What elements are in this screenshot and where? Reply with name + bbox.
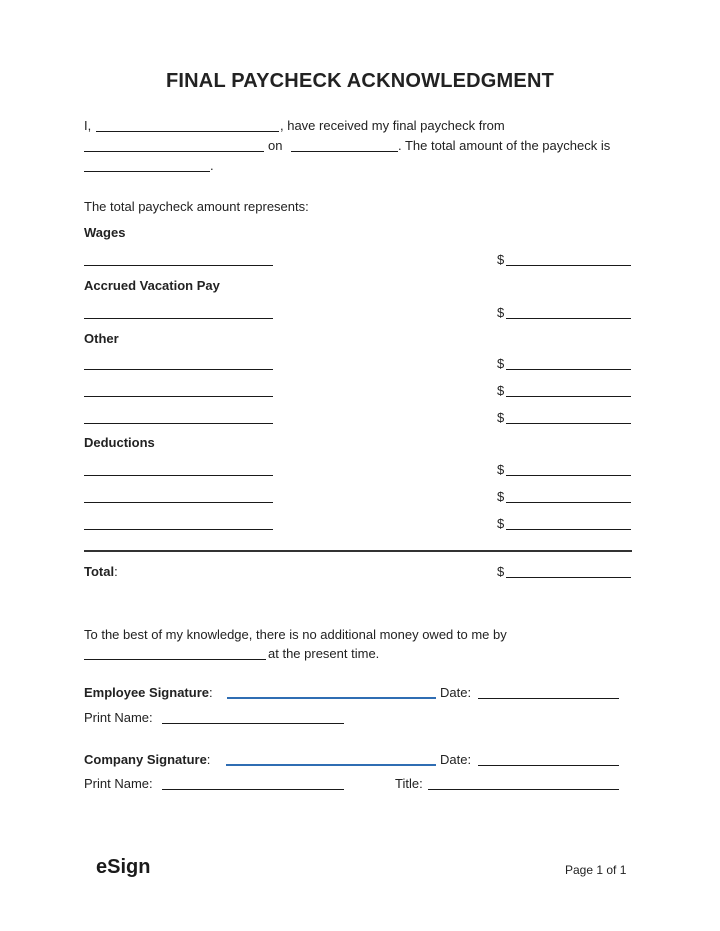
page-number: Page 1 of 1 xyxy=(565,863,627,877)
dollar-sign: $ xyxy=(497,356,505,371)
other-description-field-1[interactable] xyxy=(84,369,273,370)
other-amount-field-2[interactable] xyxy=(506,396,631,397)
intro-received-text: , have received my final paycheck from xyxy=(280,118,505,133)
intro-on-label: on xyxy=(268,138,283,153)
employee-date-field[interactable] xyxy=(478,698,619,699)
paycheck-date-blank[interactable] xyxy=(291,151,398,152)
total-label-colon: : xyxy=(114,564,118,579)
dollar-sign: $ xyxy=(497,516,505,531)
employer-name-blank[interactable] xyxy=(84,151,264,152)
employee-print-name-field[interactable] xyxy=(162,723,344,724)
deduction-description-field-3[interactable] xyxy=(84,529,273,530)
deduction-amount-field-3[interactable] xyxy=(506,529,631,530)
employee-signature-colon: : xyxy=(208,685,213,700)
total-divider xyxy=(84,550,632,552)
knowledge-line2: at the present time. xyxy=(268,646,380,661)
employee-signature-label xyxy=(84,685,213,700)
employee-print-name-label: Print Name: xyxy=(84,710,153,725)
employee-name-blank[interactable] xyxy=(96,131,279,132)
total-label xyxy=(84,564,118,579)
knowledge-line1: To the best of my knowledge, there is no additional money owed to me by xyxy=(84,627,507,642)
total-amount-field[interactable] xyxy=(506,577,631,578)
employee-signature-field[interactable] xyxy=(227,697,436,699)
deduction-amount-field-2[interactable] xyxy=(506,502,631,503)
total-label-text: Total xyxy=(84,564,115,579)
dollar-sign: $ xyxy=(497,564,505,579)
section-vacation-label: Accrued Vacation Pay xyxy=(84,278,220,293)
paycheck-amount-blank[interactable] xyxy=(84,171,210,172)
section-deductions-label: Deductions xyxy=(84,435,155,450)
deduction-description-field-1[interactable] xyxy=(84,475,273,476)
company-title-label: Title: xyxy=(395,776,423,791)
vacation-amount-field[interactable] xyxy=(506,318,631,319)
dollar-sign: $ xyxy=(497,410,505,425)
company-title-field[interactable] xyxy=(428,789,619,790)
company-signature-label xyxy=(84,752,210,767)
intro-end-period: . xyxy=(210,158,214,173)
other-description-field-2[interactable] xyxy=(84,396,273,397)
intro-total-text: . The total amount of the paycheck is xyxy=(398,138,611,153)
dollar-sign: $ xyxy=(497,489,505,504)
company-owed-blank[interactable] xyxy=(84,659,266,660)
company-date-field[interactable] xyxy=(478,765,619,766)
represents-text: The total paycheck amount represents: xyxy=(84,199,309,214)
wages-description-field[interactable] xyxy=(84,265,273,266)
dollar-sign: $ xyxy=(497,252,505,267)
section-other-label: Other xyxy=(84,331,119,346)
other-amount-field-1[interactable] xyxy=(506,369,631,370)
document-title: FINAL PAYCHECK ACKNOWLEDGMENT xyxy=(165,70,555,92)
company-signature-label-text: Company Signature xyxy=(84,752,207,767)
employee-signature-label-text: Employee Signature xyxy=(84,685,209,700)
employee-date-label: Date: xyxy=(440,685,472,700)
other-amount-field-3[interactable] xyxy=(506,423,631,424)
wages-amount-field[interactable] xyxy=(506,265,631,266)
deduction-amount-field-1[interactable] xyxy=(506,475,631,476)
section-wages-label: Wages xyxy=(84,225,126,240)
dollar-sign: $ xyxy=(497,383,505,398)
company-print-name-label: Print Name: xyxy=(84,776,153,791)
dollar-sign: $ xyxy=(497,462,505,477)
vacation-description-field[interactable] xyxy=(84,318,273,319)
company-signature-colon: : xyxy=(206,752,211,767)
deduction-description-field-2[interactable] xyxy=(84,502,273,503)
company-print-name-field[interactable] xyxy=(162,789,344,790)
dollar-sign: $ xyxy=(497,305,505,320)
esign-logo: eSign xyxy=(96,856,151,878)
company-date-label: Date: xyxy=(440,752,472,767)
other-description-field-3[interactable] xyxy=(84,423,273,424)
intro-i-label: I, xyxy=(84,118,92,133)
company-signature-field[interactable] xyxy=(226,764,436,766)
